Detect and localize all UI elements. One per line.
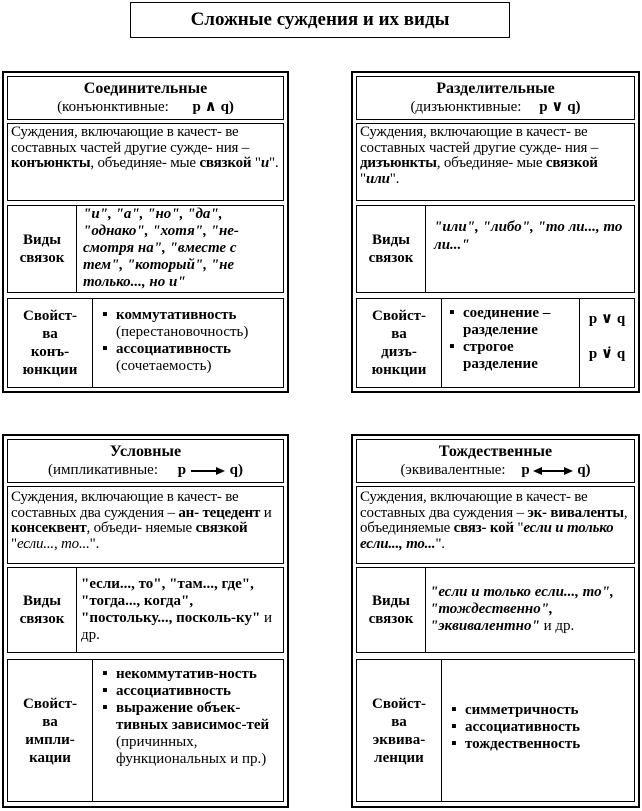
prop-item	[449, 719, 629, 736]
props-label-line: Свойст-	[372, 308, 426, 324]
def-text: ".	[89, 535, 100, 552]
prop-name: ассоциативность	[116, 683, 231, 699]
kinds-label-line: связок	[368, 250, 414, 266]
def-term: если..., то...	[16, 535, 90, 552]
conjunctive-heading: Соединительные	[83, 80, 208, 97]
conditional-card	[2, 434, 289, 808]
def-text: ".	[389, 170, 400, 187]
def-text: ве составных частей другие сужде-	[360, 124, 588, 156]
prop-note: (причинных, функциональных и пр.)	[116, 734, 267, 767]
page-title: Сложные суждения и их виды	[130, 2, 510, 38]
conditional-formula-q: q)	[229, 462, 243, 478]
def-text: , объединяемые	[360, 504, 628, 536]
props-label-line: Свойст-	[372, 695, 426, 712]
def-term: кой	[489, 520, 514, 536]
conditional-properties	[7, 659, 284, 802]
disjunctive-properties	[356, 298, 635, 388]
def-term: связ-	[453, 520, 487, 536]
conjunctive-header	[7, 76, 284, 120]
equivalent-props-list	[449, 702, 629, 753]
conditional-props-list	[100, 666, 280, 768]
props-label-line: ва	[42, 326, 58, 342]
conditional-header	[7, 439, 284, 483]
def-text: мые	[170, 155, 200, 171]
kinds-label-line: Виды	[23, 593, 61, 609]
equivalent-formula-p: p	[521, 462, 530, 478]
prop-item	[100, 307, 280, 341]
prop-item	[449, 736, 629, 753]
def-text: Суждения, включающие в качест-	[11, 124, 222, 140]
def-text: "	[11, 535, 17, 552]
def-text: и	[260, 504, 272, 521]
def-text: "	[360, 170, 366, 187]
equivalent-header	[356, 439, 635, 483]
props-label	[357, 299, 441, 387]
kinds-label	[357, 568, 425, 652]
prop-item	[447, 339, 577, 373]
prop-item	[100, 700, 280, 768]
def-text: Суждения, включающие в качест-	[360, 489, 571, 505]
equivalence-arrow-icon	[533, 466, 573, 476]
connectives-tail: и др.	[81, 610, 273, 643]
def-text: ".	[435, 535, 445, 552]
kinds-label-line: связок	[368, 611, 414, 627]
equivalent-card	[351, 434, 640, 808]
def-term: тецедент	[202, 504, 261, 521]
disjunctive-header	[356, 76, 635, 120]
def-text: ния –	[215, 139, 250, 156]
def-text: , объединяе-	[436, 155, 514, 171]
props-label-line: юнкции	[22, 362, 78, 378]
prop-name: соединение – разделение	[463, 305, 551, 338]
conditional-definition	[7, 486, 284, 564]
def-text: ния –	[564, 139, 599, 156]
equivalent-kinds	[356, 567, 635, 653]
def-text: ве составных два суждения –	[360, 489, 588, 521]
props-label-line: ленции	[374, 749, 424, 766]
equivalent-definition	[356, 486, 635, 564]
conjunctive-connectives: "и", "а", "но", "да", "однако", "хотя", "не-смотря на", "вместе с тем", "который", "не только..., но и"	[83, 206, 239, 290]
props-label-line: импли-	[25, 731, 75, 748]
prop-item	[100, 341, 280, 375]
props-label	[8, 299, 92, 387]
equivalent-formula-q: q)	[577, 462, 591, 478]
def-text: "	[513, 520, 524, 536]
def-text: ".	[269, 155, 279, 171]
conditional-kinds	[7, 567, 284, 653]
kinds-label	[8, 206, 76, 292]
props-label-line: юнкции	[371, 362, 427, 378]
disjunctive-subheading: (дизъюнктивные:	[410, 99, 522, 115]
disjunctive-card	[351, 71, 640, 393]
connectives-tail: и др.	[539, 618, 575, 634]
prop-name: ассоциативность	[465, 719, 580, 735]
def-term: связкой	[545, 155, 598, 171]
kinds-label-line: Виды	[23, 232, 61, 248]
strict-disjunction-symbol: p ∨̇ q	[588, 346, 626, 362]
def-term: эк-	[527, 504, 547, 521]
def-text: "	[251, 155, 261, 171]
def-term: ан-	[178, 504, 199, 521]
connectives-bold: "если и только если..., то", "тождественно", "эквивалентно"	[430, 584, 614, 634]
def-text: , объеди-	[86, 520, 142, 536]
def-term: связкой	[195, 520, 248, 536]
conjunctive-subheading: (конъюнктивные:	[57, 99, 169, 115]
prop-name: тождественность	[465, 736, 581, 752]
prop-item	[100, 666, 280, 683]
equivalent-subheading: (эквивалентные:	[400, 462, 506, 478]
def-term: конъюнкты	[11, 155, 91, 171]
conditional-formula-p: p	[177, 462, 187, 478]
equivalent-heading: Тождественные	[438, 443, 553, 460]
props-label	[357, 660, 441, 801]
def-text: Суждения, включающие в качест-	[11, 489, 222, 505]
prop-note: (перестановочность)	[116, 324, 249, 340]
props-label-line: эквива-	[372, 731, 426, 748]
kinds-label-line: связок	[19, 611, 65, 627]
conjunctive-props-list	[100, 307, 280, 375]
conjunctive-definition	[7, 123, 284, 201]
prop-name: ассоциативность	[116, 341, 231, 357]
disjunction-symbol: p ∨ q	[588, 311, 626, 327]
disjunctive-props-list	[447, 305, 577, 373]
equivalent-connectives	[430, 584, 632, 635]
disjunctive-formula: p ∨ q)	[539, 99, 581, 115]
props-label-line: кации	[29, 749, 71, 766]
prop-item	[449, 702, 629, 719]
conditional-connectives	[81, 576, 281, 644]
prop-item	[100, 683, 280, 700]
prop-name: строгое разделение	[463, 339, 538, 372]
conditional-heading: Условные	[109, 443, 182, 460]
props-label-line: дизъ-	[381, 344, 417, 360]
prop-name: некоммутатив-ность	[116, 666, 257, 682]
props-label-line: Свойст-	[23, 695, 77, 712]
def-term: дизъюнкты	[360, 155, 437, 171]
def-term: если и только если..., то...	[360, 520, 614, 552]
def-text: , объединяе-	[90, 155, 167, 171]
def-term: виваленты	[550, 504, 624, 521]
prop-name: симметричность	[465, 702, 579, 718]
props-label-line: Свойст-	[23, 308, 77, 324]
props-label-line: ва	[391, 326, 407, 342]
props-label	[8, 660, 92, 801]
prop-name: коммутативность	[116, 307, 237, 323]
props-label-line: конъ-	[30, 344, 70, 360]
disjunctive-connectives: "или", "либо", "то ли..., то ли..."	[434, 219, 623, 253]
equivalent-properties	[356, 659, 635, 802]
prop-item	[447, 305, 577, 339]
conjunctive-formula: p ∧ q)	[192, 99, 234, 115]
disjunctive-definition	[356, 123, 635, 201]
def-term: консеквент	[11, 520, 87, 536]
kinds-label-line: Виды	[372, 232, 410, 248]
def-term: или	[365, 170, 390, 187]
conjunctive-properties	[7, 298, 284, 388]
def-term: связкой	[199, 155, 252, 171]
connectives-bold: "если..., то", "там..., где", "тогда..., когда", "постольку..., посколь-ку"	[81, 576, 261, 626]
props-label-line: ва	[42, 713, 58, 730]
props-label-line: ва	[391, 713, 407, 730]
conjunctive-card	[2, 71, 289, 393]
def-text: ве составных два суждения –	[11, 489, 239, 521]
def-text: няемые	[145, 520, 196, 536]
implication-arrow-icon	[190, 466, 226, 476]
conditional-subheading: (импликативные:	[48, 462, 159, 478]
disjunctive-kinds	[356, 205, 635, 293]
def-text: ве составных частей другие сужде-	[11, 124, 239, 156]
def-term: и	[260, 155, 269, 171]
def-text: мые	[516, 155, 546, 171]
prop-name: выражение объек-тивных зависимос-тей	[116, 700, 270, 733]
disjunctive-heading: Разделительные	[436, 80, 555, 97]
conjunctive-kinds	[7, 205, 284, 293]
def-text: Суждения, включающие в качест-	[360, 124, 571, 140]
kinds-label	[8, 568, 76, 652]
kinds-label-line: связок	[19, 250, 65, 266]
kinds-label	[357, 206, 425, 292]
prop-note: (сочетаемость)	[116, 358, 212, 374]
kinds-label-line: Виды	[372, 593, 410, 609]
